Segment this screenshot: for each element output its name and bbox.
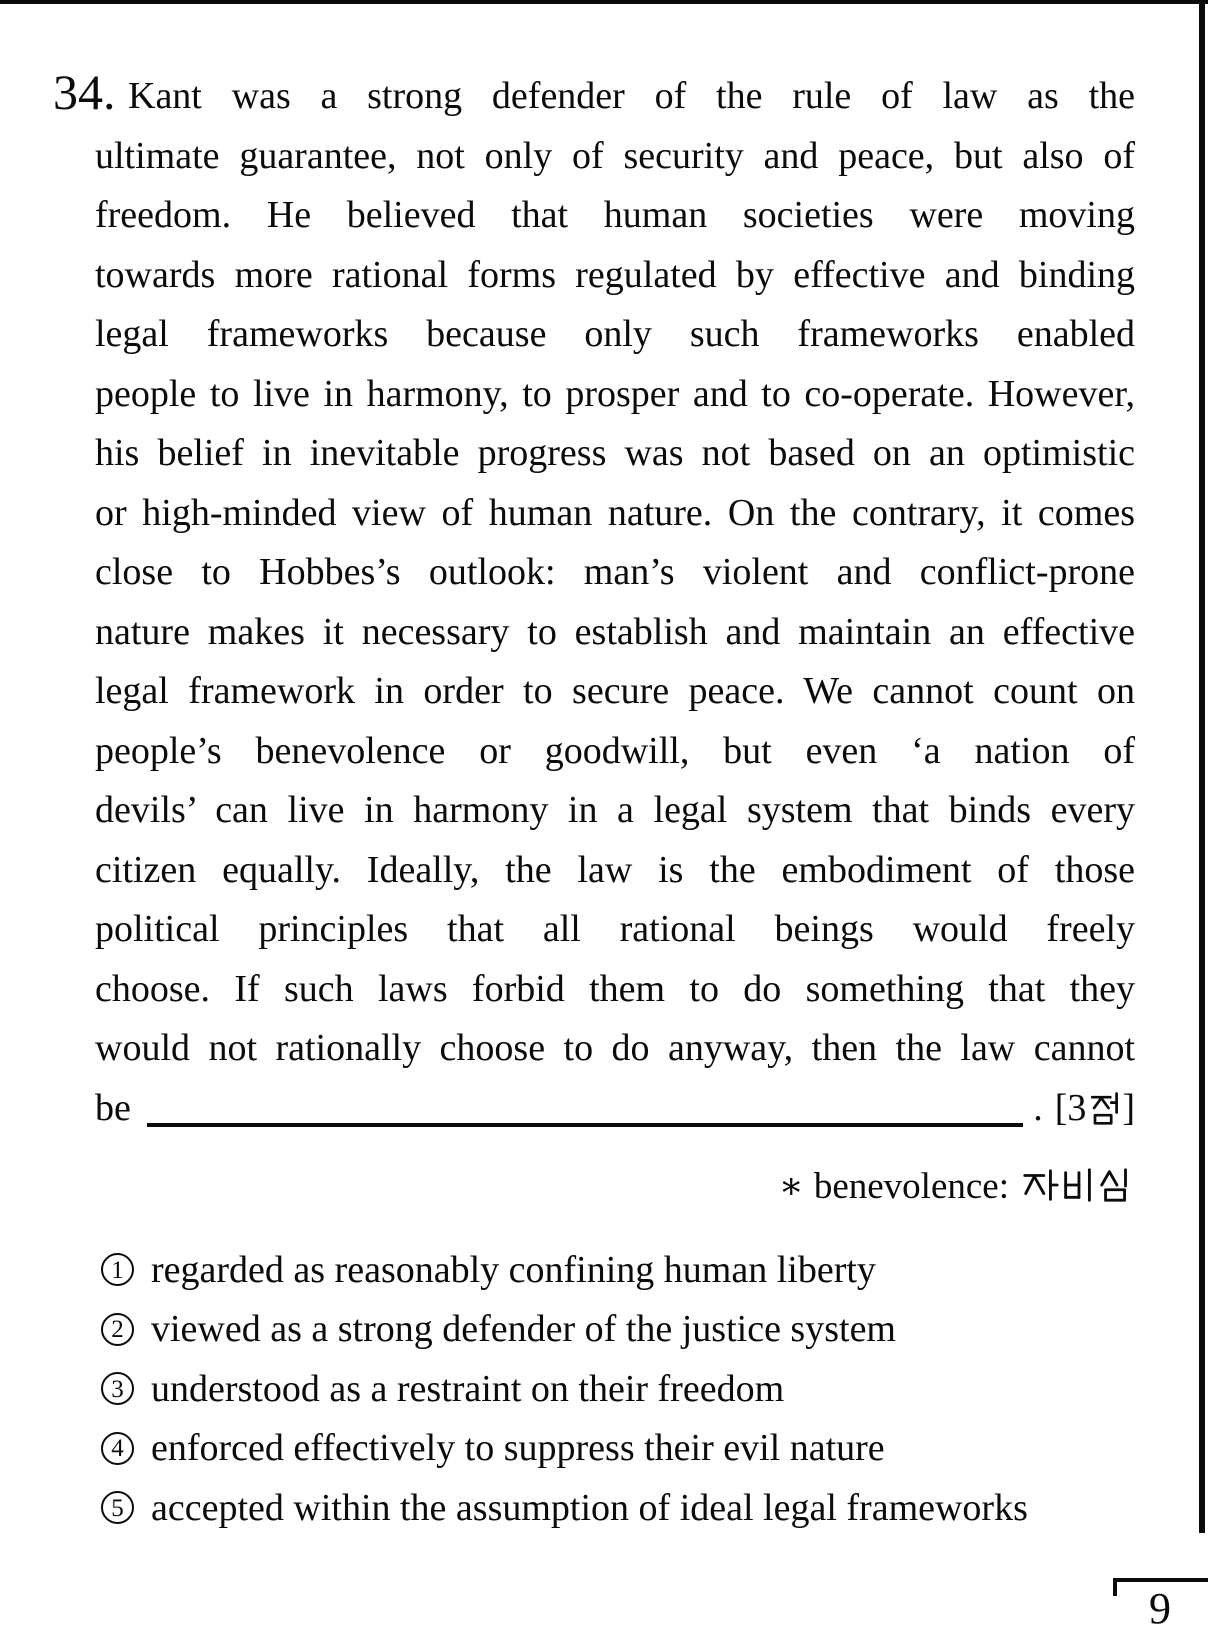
choice-3-circled-number: 3 xyxy=(101,1372,134,1405)
choice-4-label: enforced effectively to suppress their evil nature xyxy=(151,1427,885,1470)
passage-line: towards more rational forms regulated by effective and binding xyxy=(95,253,1135,296)
hangul-ja-glyph xyxy=(1021,1166,1059,1204)
passage-line: freedom. He believed that human societies were moving xyxy=(95,194,1135,236)
passage-line: his belief in inevitable progress was not based on an optimistic xyxy=(95,432,1135,474)
passage-line: ultimate guarantee, not only of security and peace, but also of xyxy=(95,134,1135,177)
points-badge xyxy=(1055,1079,1135,1139)
blank-sentence-row xyxy=(95,1079,1135,1139)
passage-line: Kant was a strong defender of the rule of law as the xyxy=(128,75,1135,117)
choice-4-circled-number: 4 xyxy=(101,1432,134,1465)
choice-item-2[interactable] xyxy=(95,1300,1141,1360)
choice-2-circled-number: 2 xyxy=(101,1313,134,1346)
passage-line: people to live in harmony, to prosper and to co-operate. However, xyxy=(95,372,1135,415)
choice-5-circled-number: 5 xyxy=(101,1491,134,1524)
hangul-jeom-glyph xyxy=(1086,1090,1122,1126)
answer-blank-underline xyxy=(147,1079,1023,1128)
passage-line: people’s benevolence or goodwill, but even ‘a nation of xyxy=(95,729,1135,772)
page-number-box xyxy=(1113,1578,1208,1633)
answer-choices xyxy=(95,1240,1141,1538)
blank-prefix-text: be xyxy=(95,1086,131,1129)
passage-line: or high-minded view of human nature. On the contrary, it comes xyxy=(95,491,1135,534)
points-open-bracket: [ xyxy=(1054,1086,1068,1129)
footnote-term: benevolence: xyxy=(813,1166,1009,1207)
choice-item-1[interactable] xyxy=(95,1240,1141,1300)
passage-line: political principles that all rational beings would freely xyxy=(95,908,1135,950)
top-rule xyxy=(0,0,1208,4)
passage-line: citizen equally. Ideally, the law is the embodiment of those xyxy=(95,848,1135,891)
points-close-bracket: ] xyxy=(1122,1086,1135,1129)
passage-line: legal framework in order to secure peace. We cannot count on xyxy=(95,670,1135,712)
page-number: 9 xyxy=(1149,1584,1171,1633)
choice-1-label: regarded as reasonably confining human liberty xyxy=(151,1248,876,1291)
vocabulary-footnote xyxy=(95,1163,1135,1211)
choice-item-4[interactable] xyxy=(95,1419,1141,1479)
choice-1-circled-number: 1 xyxy=(101,1253,134,1286)
question-number: 34. xyxy=(53,64,116,120)
choice-2-label: viewed as a strong defender of the justice system xyxy=(151,1308,896,1351)
question-passage xyxy=(53,64,1135,1138)
passage-line: nature makes it necessary to establish and maintain an effective xyxy=(95,610,1135,653)
choice-item-3[interactable] xyxy=(95,1359,1141,1419)
choice-3-label: understood as a restraint on their freedom xyxy=(151,1367,785,1410)
passage-line: close to Hobbes’s outlook: man’s violent and conflict-prone xyxy=(95,551,1135,593)
hangul-sim-glyph xyxy=(1097,1166,1135,1204)
choice-5-label: accepted within the assumption of ideal legal frameworks xyxy=(151,1486,1028,1529)
blank-period: . xyxy=(1033,1086,1043,1129)
passage-line: legal frameworks because only such frameworks enabled xyxy=(95,313,1135,355)
points-score: 3 xyxy=(1067,1086,1087,1129)
passage-line: devils’ can live in harmony in a legal system that binds every xyxy=(95,789,1135,831)
asterisk-icon: ∗ xyxy=(778,1166,804,1207)
passage-line: choose. If such laws forbid them to do something that they xyxy=(95,967,1135,1010)
column-divider-rule xyxy=(1199,0,1205,1533)
passage-line: would not rationally choose to do anyway, then the law cannot xyxy=(95,1027,1135,1069)
choice-item-5[interactable] xyxy=(95,1478,1141,1538)
hangul-bi-glyph xyxy=(1059,1166,1097,1204)
